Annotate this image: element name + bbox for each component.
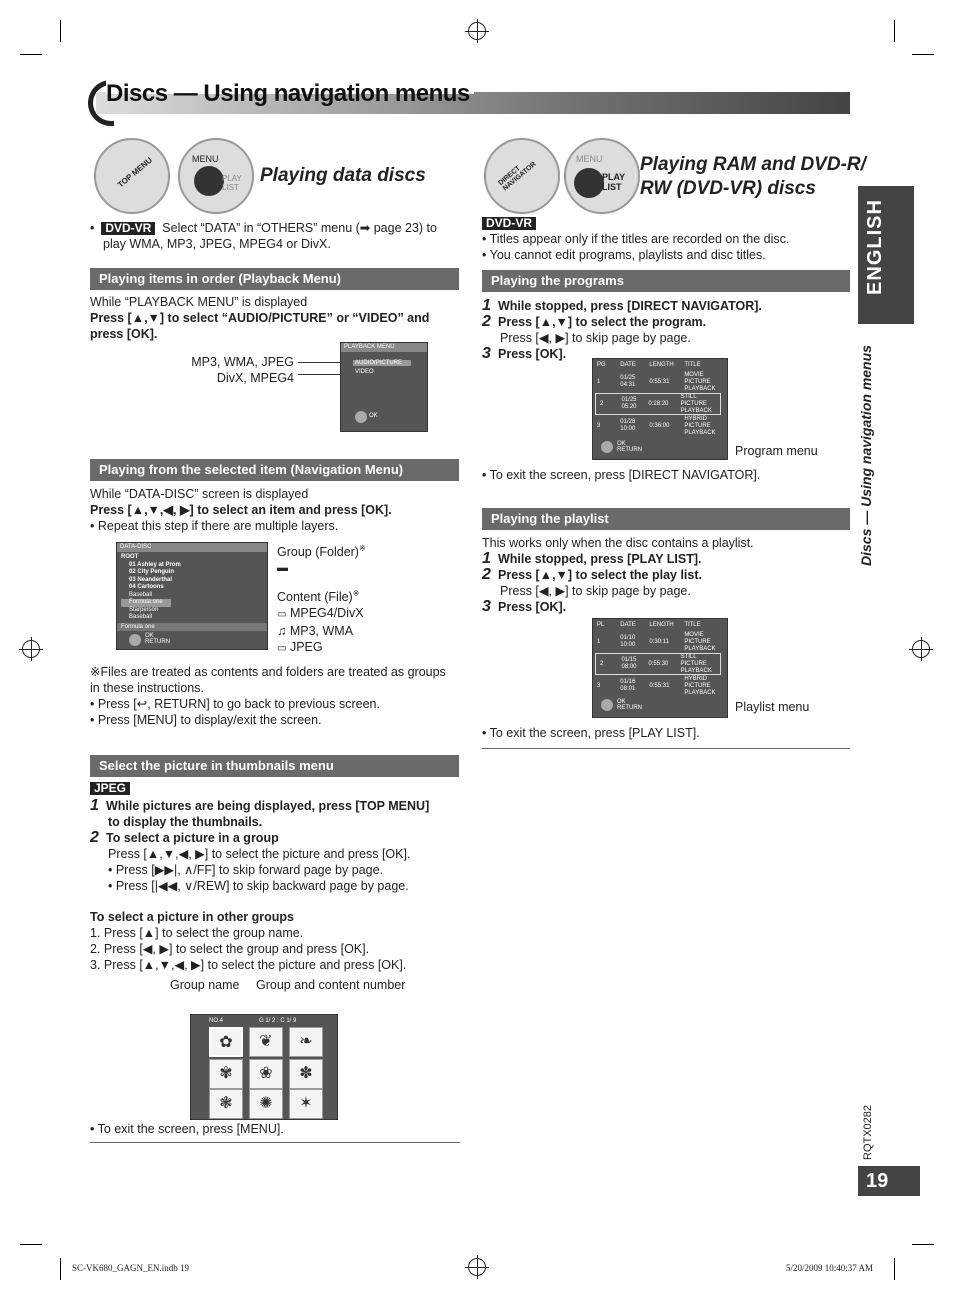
footer-file: SC-VK680_GAGN_EN.indb 19 xyxy=(72,1263,189,1273)
thumbnail-8[interactable]: ✺ xyxy=(249,1089,283,1119)
data-disc-item[interactable]: Formula one xyxy=(121,599,171,607)
playback-callouts: MP3, WMA, JPEG DivX, MPEG4 xyxy=(191,355,294,385)
table-cell: 01/28 10:00 xyxy=(620,419,636,432)
music-file-icon: ♫ xyxy=(277,624,287,639)
crop-mark xyxy=(912,1244,934,1245)
data-disc-screen: DATA-DISC ROOT 01 Ashley at Prom 02 City Penguin 03 Neanderthal 04 Cartoons Baseball Formula one Starperson Baseball Formula one OK RETURN xyxy=(116,542,268,650)
table-cell: 0:55:31 xyxy=(649,682,670,689)
registration-mark-icon xyxy=(912,640,930,658)
table-cell: 0:55:30 xyxy=(648,660,669,667)
program-steps: 1 While stopped, press [DIRECT NAVIGATOR]. 2 Press [▲,▼] to select the program. Press [◀, ▶] to skip page by page. 3 Press [OK]. xyxy=(482,297,762,362)
registration-mark-icon xyxy=(468,22,486,40)
ok-icon xyxy=(355,411,367,423)
table-cell: 0:30:11 xyxy=(649,638,669,645)
crop-mark xyxy=(60,1258,61,1280)
data-disc-item[interactable]: Baseball xyxy=(129,614,153,620)
crop-mark xyxy=(894,1258,895,1280)
table-cell: 01/25 04:31 xyxy=(620,375,636,388)
table-cell: 1 xyxy=(597,378,601,385)
table-row[interactable] xyxy=(593,675,727,697)
playlist-exit-note: • To exit the screen, press [PLAY LIST]. xyxy=(482,726,700,740)
program-exit-note: • To exit the screen, press [DIRECT NAVIGATOR]. xyxy=(482,468,761,482)
playlist-menu-caption: Playlist menu xyxy=(735,700,810,714)
thumbnails-screen: NO.4 G 1/ 2 : C 1/ 9 ✿ ❦ ❧ ✾ ❀ ✽ ❃ ✺ ✶ xyxy=(190,1014,338,1120)
data-disc-item[interactable]: Baseball xyxy=(129,591,153,598)
thumbnail-1[interactable]: ✿ xyxy=(209,1027,243,1057)
section-label: Discs — Using navigation menus xyxy=(858,345,874,566)
table-cell: 01/25 05:20 xyxy=(621,397,637,410)
dvd-vr-tag: DVD-VR xyxy=(482,217,536,230)
top-menu-button-icon: TOP MENU xyxy=(94,138,170,214)
dvd-vr-tag: DVD-VR xyxy=(101,222,155,235)
column-header: PG xyxy=(597,362,606,368)
section-bar-programs: Playing the programs xyxy=(482,270,850,292)
registration-mark-icon xyxy=(468,1258,486,1276)
table-cell: 01/16 08:01 xyxy=(620,679,636,692)
program-menu-screen: PG DATE LENGTH TITLE 1 01/25 04:31 0:55:31 MOVIE PICTURE PLAYBACK 2 01/25 05:20 0:28:20 STILL PICTURE PLAYBACK 3 01/28 10:00 0:36:00 HYBRID PICTURE PLAYBACK OK RETURN xyxy=(592,358,728,460)
intro-text: • DVD-VR Select “DATA” in “OTHERS” menu (➡ page 23) to play WMA, MP3, JPEG, MPEG4 or DivX. xyxy=(90,221,437,251)
ram-intro: DVD-VR • Titles appear only if the titles are recorded on the disc. • You cannot edit programs, playlists and disc titles. xyxy=(482,216,790,262)
language-label: ENGLISH xyxy=(864,199,886,295)
table-cell: 01/10 10:00 xyxy=(620,635,636,648)
page-number: 19 xyxy=(858,1166,920,1196)
table-cell: 2 xyxy=(600,400,604,407)
registration-mark-icon xyxy=(22,640,40,658)
data-disc-item[interactable]: 03 Neanderthal xyxy=(129,576,173,583)
crop-mark xyxy=(20,54,42,55)
ok-icon xyxy=(601,441,613,453)
section-heading-data-discs: Playing data discs xyxy=(260,165,426,186)
page-title: Discs — Using navigation menus xyxy=(106,80,474,108)
thumbnail-6[interactable]: ✽ xyxy=(289,1059,323,1089)
table-row[interactable] xyxy=(593,631,727,653)
playback-menu-screen: PLAYBACK MENU AUDIO/PICTURE VIDEO OK xyxy=(340,342,428,432)
navigation-legend: Group (Folder)※ ▬ Content (File)※ ▭ MPEG4/DivX ♫ MP3, WMA ▭ JPEG xyxy=(277,541,457,657)
table-cell: 3 xyxy=(597,682,601,689)
column-header: LENGTH xyxy=(649,362,674,368)
thumbnail-5[interactable]: ❀ xyxy=(249,1059,283,1089)
table-row[interactable] xyxy=(595,653,721,675)
footer-date: 5/20/2009 10:40:37 AM xyxy=(786,1263,874,1273)
thumbnail-3[interactable]: ❧ xyxy=(289,1027,323,1057)
table-cell: 1 xyxy=(597,638,601,645)
thumbnail-9[interactable]: ✶ xyxy=(289,1089,323,1119)
column-header: DATE xyxy=(620,362,636,368)
table-cell: 01/15 08:00 xyxy=(621,657,637,670)
divider xyxy=(90,1142,460,1143)
table-cell: MOVIE PICTURE PLAYBACK xyxy=(684,631,716,652)
jpeg-tag: JPEG xyxy=(90,782,130,795)
program-menu-caption: Program menu xyxy=(735,444,818,458)
section-bar-thumbnails: Select the picture in thumbnails menu xyxy=(90,755,459,777)
thumbnail-exit-note: • To exit the screen, press [MENU]. xyxy=(90,1122,284,1136)
menu-playlist-button-icon: MENU PLAY LIST xyxy=(564,138,640,214)
model-code: RQTX0282 xyxy=(862,1104,874,1160)
image-file-icon: ▭ xyxy=(277,643,287,655)
folder-icon: ▬ xyxy=(277,562,288,575)
crop-mark xyxy=(20,1244,42,1245)
direct-navigator-button-icon: DIRECT NAVIGATOR xyxy=(484,138,560,214)
table-cell: 0:36:00 xyxy=(649,422,670,429)
section-bar-playback: Playing items in order (Playback Menu) xyxy=(90,268,459,290)
section-heading-ram-dvd: Playing RAM and DVD-R/ RW (DVD-VR) discs xyxy=(640,154,866,199)
thumbnail-2[interactable]: ❦ xyxy=(249,1027,283,1057)
section-bar-navigation: Playing from the selected item (Navigation Menu) xyxy=(90,459,459,481)
table-row[interactable] xyxy=(595,393,721,415)
divider xyxy=(482,748,850,749)
playlist-steps: This works only when the disc contains a playlist. 1 While stopped, press [PLAY LIST]. 2 Press [▲,▼] to select the play list. Press [◀, ▶] to skip page by page. 3 Press [OK]. xyxy=(482,536,754,615)
table-cell: 0:55:31 xyxy=(649,378,670,385)
ok-icon xyxy=(601,699,613,711)
crop-mark xyxy=(60,20,61,42)
table-cell: HYBRID PICTURE PLAYBACK xyxy=(684,415,716,436)
section-bar-playlist: Playing the playlist xyxy=(482,508,850,530)
table-cell: HYBRID PICTURE PLAYBACK xyxy=(684,675,716,696)
column-header: TITLE xyxy=(684,622,701,628)
navigation-instructions: While “DATA-DISC” screen is displayed Press [▲,▼,◀, ▶] to select an item and press [OK]. • Repeat this step if there are multiple layers. xyxy=(90,487,392,533)
table-cell: MOVIE PICTURE PLAYBACK xyxy=(684,371,716,392)
table-cell: STILL PICTURE PLAYBACK xyxy=(680,653,712,674)
table-cell: 2 xyxy=(600,660,604,667)
data-disc-item[interactable]: 02 City Penguin xyxy=(129,569,175,575)
table-cell: 3 xyxy=(597,422,601,429)
menu-playlist-button-icon: MENU PLAY LIST xyxy=(178,138,254,214)
crop-mark xyxy=(912,54,934,55)
column-header: DATE xyxy=(620,622,636,628)
data-disc-item[interactable]: Starperson xyxy=(129,606,159,613)
language-tab xyxy=(858,186,914,324)
table-row[interactable] xyxy=(593,371,727,393)
table-cell: STILL PICTURE PLAYBACK xyxy=(680,393,712,414)
data-disc-item[interactable]: ROOT xyxy=(121,554,139,560)
column-header: TITLE xyxy=(684,362,701,368)
table-row[interactable] xyxy=(593,415,727,437)
thumbnail-4[interactable]: ✾ xyxy=(209,1059,243,1089)
column-header: PL xyxy=(597,622,605,628)
thumbnail-instructions: JPEG 1 While pictures are being displayed, press [TOP MENU] to display the thumbnails. 2 To select a picture in a group Press [▲,▼,◀, ▶] to select the picture and press [OK]. • Press [▶▶|, ∧/FF] to skip forward page by page. • Press [|◀◀, ∨/REW] to skip backward page by page. To select a picture in other groups 1. Press [▲] to select the group name. 2. Press [◀, ▶] to select the group and press [OK]. 3. Press [▲,▼,◀, ▶] to select the picture and press [OK]. xyxy=(90,781,430,972)
data-disc-item[interactable]: 04 Cartoons xyxy=(129,584,164,590)
group-content-number-label: Group and content number xyxy=(256,978,406,992)
crop-mark xyxy=(894,20,895,42)
navigation-notes: ※Files are treated as contents and folders are treated as groups in these instructions. • Press [↩, RETURN] to go back to previous screen. • Press [MENU] to display/exit the screen. xyxy=(90,665,446,727)
playlist-menu-screen: PL DATE LENGTH TITLE 1 01/10 10:00 0:30:11 MOVIE PICTURE PLAYBACK 2 01/15 08:00 0:55:30 STILL PICTURE PLAYBACK 3 01/16 08:01 0:55:31 HYBRID PICTURE PLAYBACK OK RETURN xyxy=(592,618,728,718)
group-name-label: Group name xyxy=(170,978,240,992)
column-header: LENGTH xyxy=(649,622,674,628)
thumbnail-7[interactable]: ❃ xyxy=(209,1089,243,1119)
data-disc-item[interactable]: 01 Ashley at Prom xyxy=(129,561,181,568)
video-file-icon: ▭ xyxy=(277,609,287,621)
playback-instructions: While “PLAYBACK MENU” is displayed Press [▲,▼] to select “AUDIO/PICTURE” or “VIDEO” and press [OK]. xyxy=(90,295,430,341)
table-cell: 0:28:20 xyxy=(648,400,669,407)
ok-icon xyxy=(129,634,141,646)
